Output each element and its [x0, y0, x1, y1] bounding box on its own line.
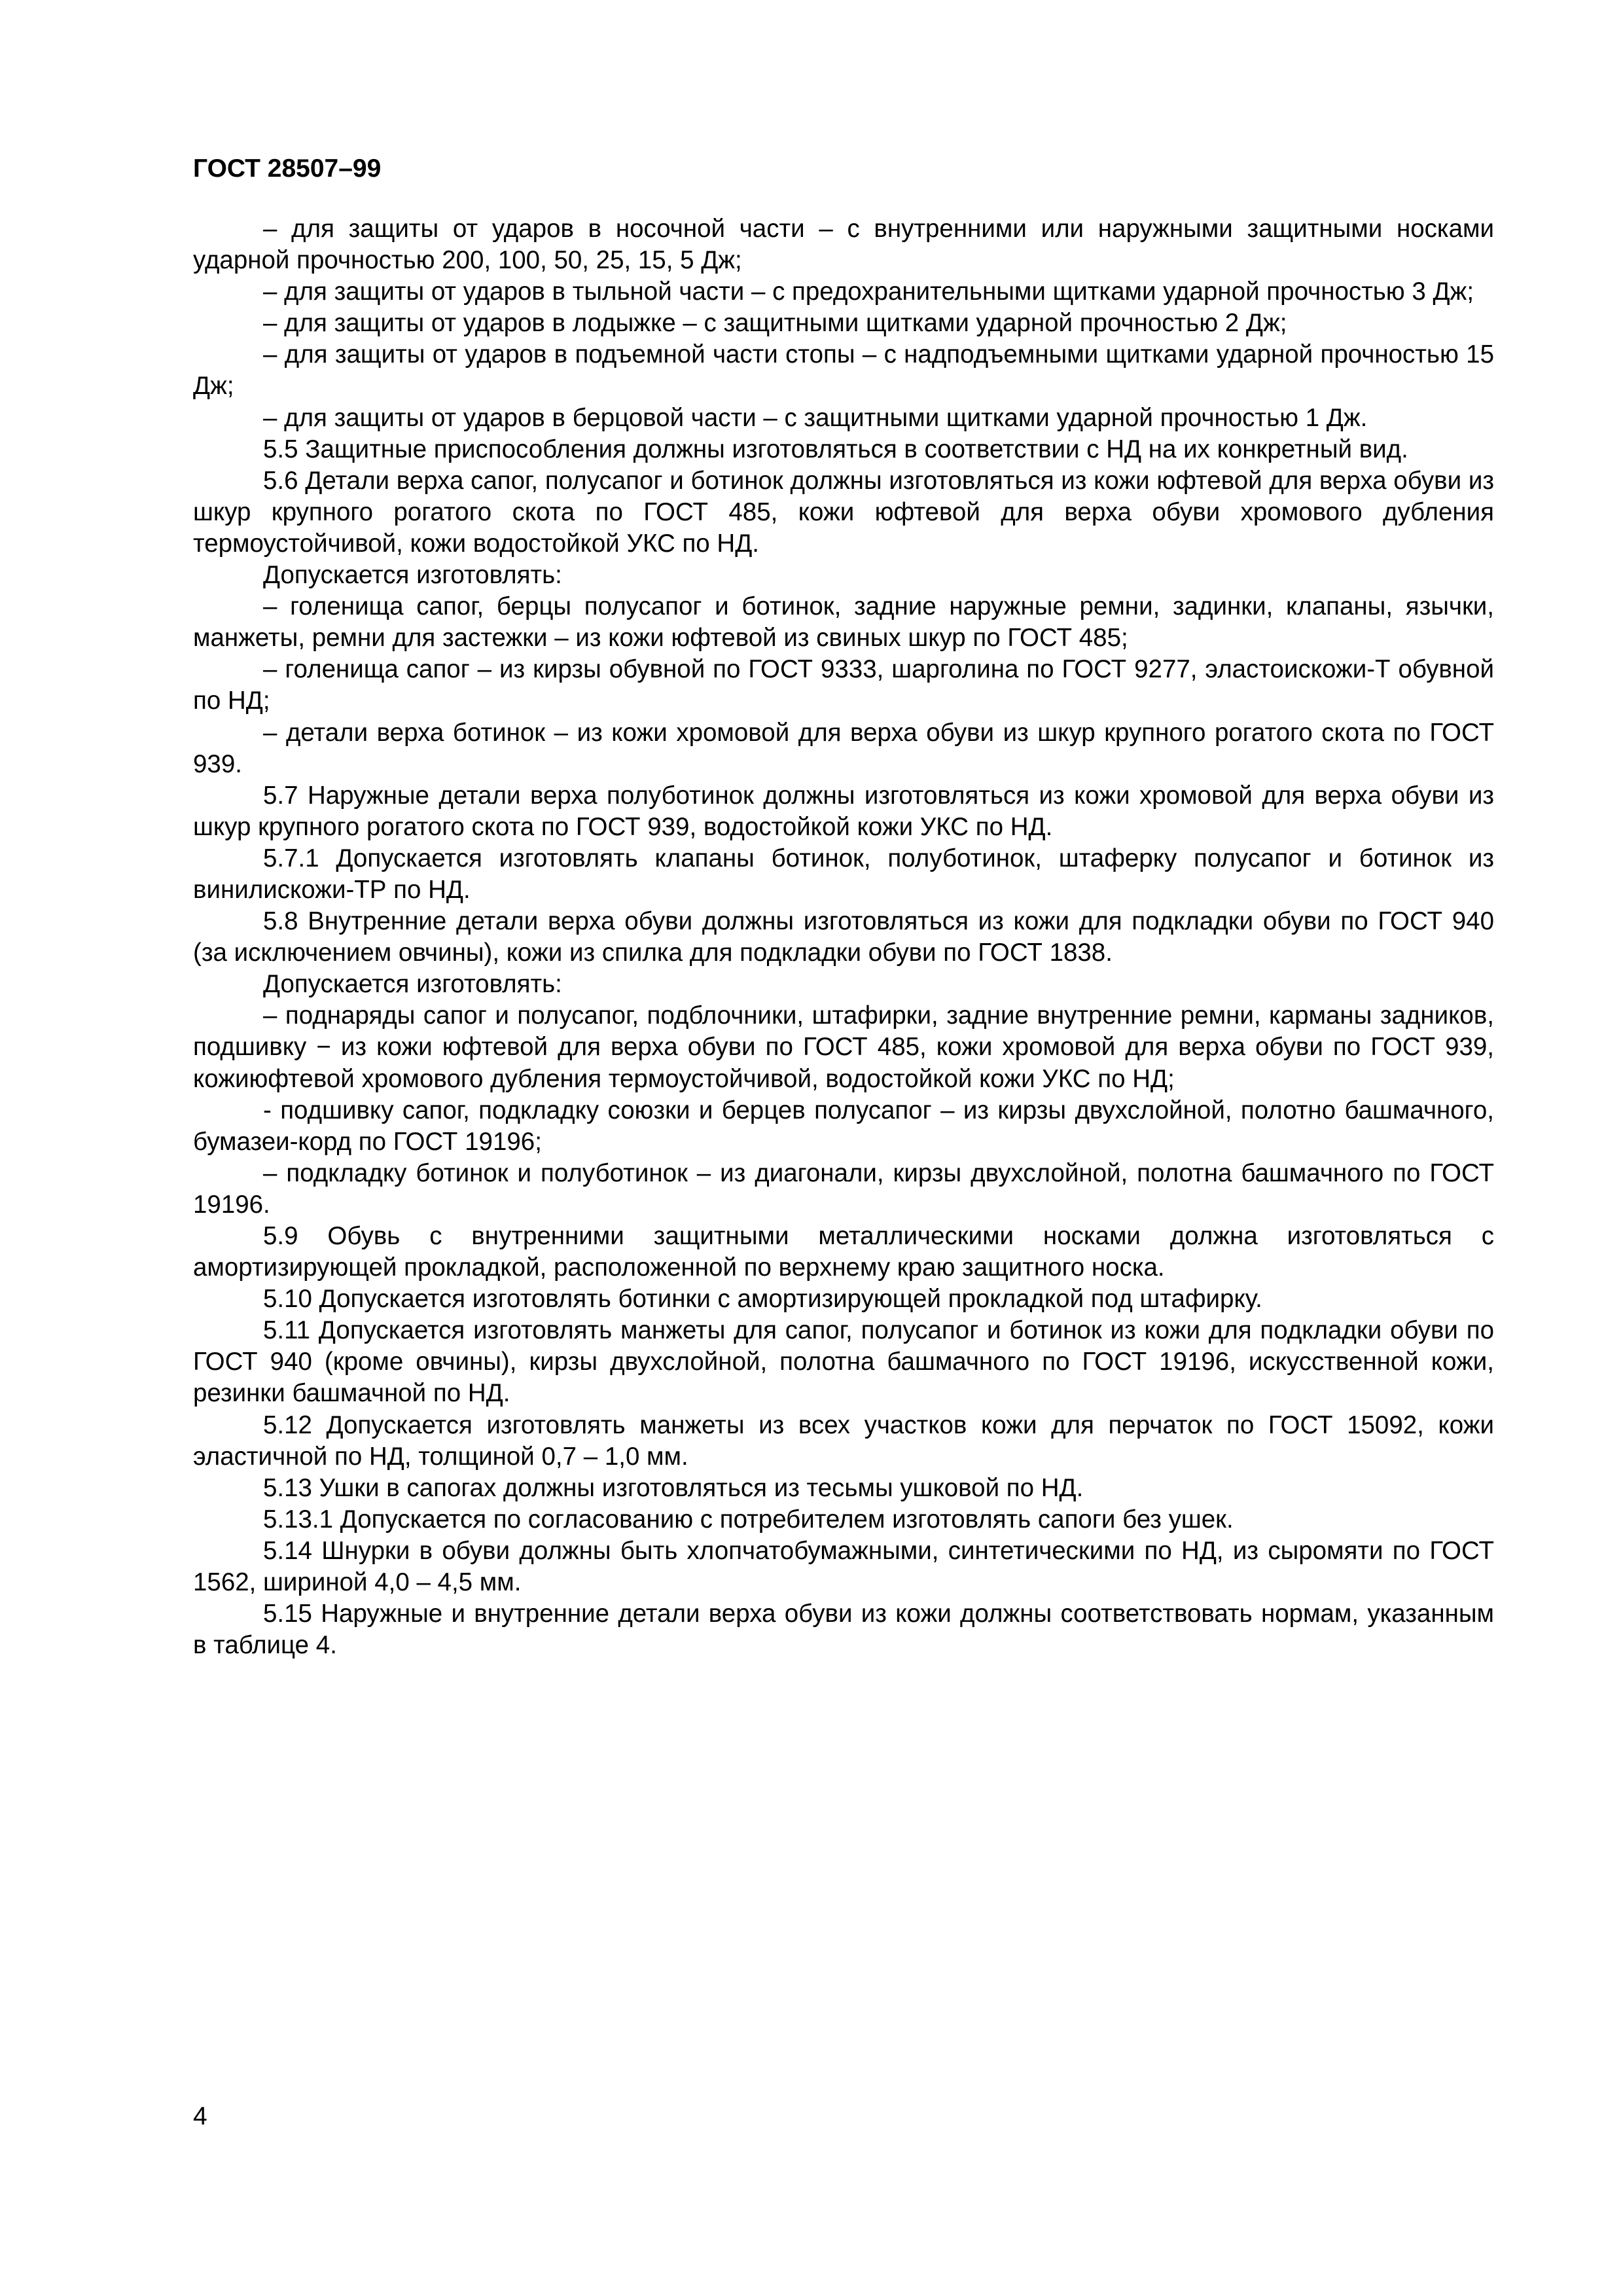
- paragraph: Допускается изготовлять:: [263, 561, 562, 590]
- paragraph: – голенища сапог – из кирзы обувной по ГОСТ 9333, шарголина по ГОСТ 9277, эластоискожи-Т обувной по НД;: [193, 655, 1494, 715]
- paragraph: – для защиты от ударов в подъемной части стопы – с надподъемными щитками ударной прочностью 15 Дж;: [193, 340, 1494, 401]
- document-body: [193, 213, 1494, 1661]
- paragraph: – для защиты от ударов в носочной части – с внутренними или наружными защитными носками ударной прочностью 200, 100, 50, 25, 15, 5 Дж;: [193, 215, 1494, 275]
- paragraph: Допускается изготовлять:: [263, 970, 562, 999]
- paragraph: 5.13 Ушки в сапогах должны изготовляться из тесьмы ушковой по НД.: [263, 1473, 1084, 1502]
- paragraph: 5.11 Допускается изготовлять манжеты для сапог, полусапог и ботинок из кожи для подкладки обуви по ГОСТ 940 (кроме овчины), кирзы двухслойной, полотна башмачного по ГОСТ 19196, искусственной кожи, резинки башмачной по НД.: [193, 1316, 1494, 1408]
- paragraph: 5.7 Наружные детали верха полуботинок должны изготовляться из кожи хромовой для верха обуви из шкур крупного рогатого скота по ГОСТ 939, водостойкой кожи УКС по НД.: [193, 781, 1494, 841]
- paragraph: – подкладку ботинок и полуботинок – из диагонали, кирзы двухслойной, полотна башмачного по ГОСТ 19196.: [193, 1158, 1494, 1219]
- paragraph: 5.10 Допускается изготовлять ботинки с амортизирующей прокладкой под штафирку.: [263, 1285, 1262, 1314]
- paragraph: – голенища сапог, берцы полусапог и ботинок, задние наружные ремни, задинки, клапаны, язычки, манжеты, ремни для застежки – из кожи юфтевой из свиных шкур по ГОСТ 485;: [193, 592, 1494, 653]
- paragraph: – поднаряды сапог и полусапог, подблочники, штафирки, задние внутренние ремни, карманы задников, подшивку − из кожи юфтевой для верха обуви по ГОСТ 485, кожи хромовой для верха обуви по ГОСТ 939, кожиюфтевой хромового дубления термоустойчивой, водостойкой кожи УКС по НД;: [193, 1001, 1494, 1093]
- paragraph: 5.8 Внутренние детали верха обуви должны изготовляться из кожи для подкладки обуви по ГОСТ 940 (за исключением овчины), кожи из спилка для подкладки обуви по ГОСТ 1838.: [193, 907, 1494, 967]
- paragraph: 5.13.1 Допускается по согласованию с потребителем изготовлять сапоги без ушек.: [263, 1505, 1234, 1534]
- page-number: 4: [193, 2102, 207, 2130]
- paragraph: 5.14 Шнурки в обуви должны быть хлопчатобумажными, синтетическими по НД, из сыромяти по ГОСТ 1562, шириной 4,0 – 4,5 мм.: [193, 1536, 1494, 1597]
- paragraph: - подшивку сапог, подкладку союзки и берцев полусапог – из кирзы двухслойной, полотно башмачного, бумазеи-корд по ГОСТ 19196;: [193, 1096, 1494, 1156]
- paragraph: – для защиты от ударов в берцовой части – с защитными щитками ударной прочностью 1 Дж.: [263, 403, 1368, 432]
- paragraph: – для защиты от ударов в тыльной части – с предохранительными щитками ударной прочностью 3 Дж;: [263, 278, 1474, 306]
- paragraph: 5.15 Наружные и внутренние детали верха обуви из кожи должны соответствовать нормам, указанным в таблице 4.: [193, 1600, 1494, 1660]
- paragraph: – детали верха ботинок – из кожи хромовой для верха обуви из шкур крупного рогатого скота по ГОСТ 939.: [193, 718, 1494, 778]
- paragraph: 5.5 Защитные приспособления должны изготовляться в соответствии с НД на их конкретный вид.: [263, 435, 1408, 463]
- paragraph: 5.6 Детали верха сапог, полусапог и ботинок должны изготовляться из кожи юфтевой для верха обуви из шкур крупного рогатого скота по ГОСТ 485, кожи юфтевой для верха обуви хромового дубления термоустойчивой, кожи водостойкой УКС по НД.: [193, 466, 1494, 558]
- paragraph: 5.7.1 Допускается изготовлять клапаны ботинок, полуботинок, штаферку полусапог и ботинок из винилискожи-ТР по НД.: [193, 844, 1494, 904]
- paragraph: – для защиты от ударов в лодыжке – с защитными щитками ударной прочностью 2 Дж;: [263, 309, 1287, 338]
- paragraph: 5.12 Допускается изготовлять манжеты из всех участков кожи для перчаток по ГОСТ 15092, кожи эластичной по НД, толщиной 0,7 – 1,0 мм.: [193, 1410, 1494, 1471]
- paragraph: 5.9 Обувь с внутренними защитными металлическими носками должна изготовляться с амортизирующей прокладкой, расположенной по верхнему краю защитного носка.: [193, 1222, 1494, 1282]
- document-header: ГОСТ 28507–99: [193, 154, 382, 183]
